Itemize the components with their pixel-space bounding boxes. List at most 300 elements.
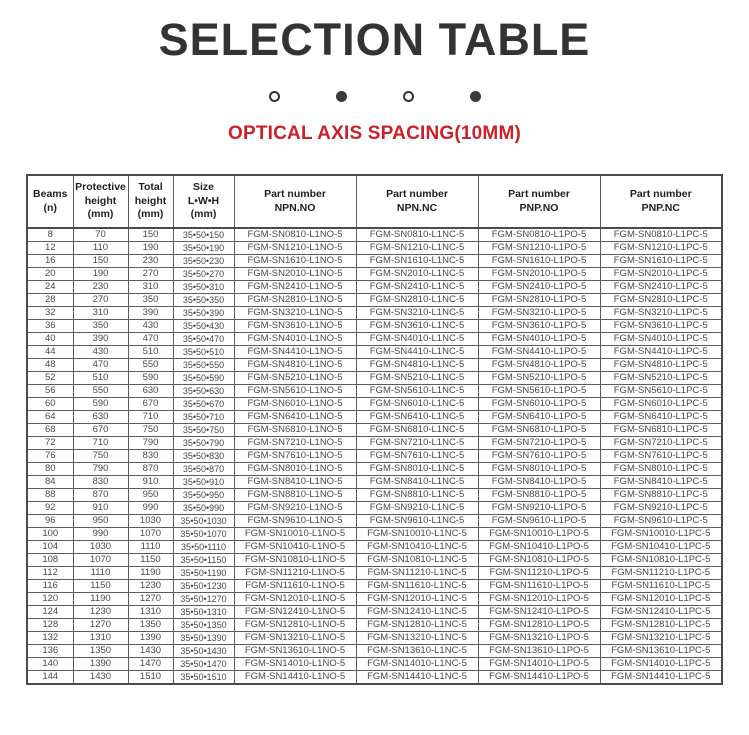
table-cell: 1110 xyxy=(128,541,173,554)
table-cell: FGM-SN3610-L1NC-5 xyxy=(356,320,478,333)
table-cell: 16 xyxy=(27,255,73,268)
table-cell: 990 xyxy=(128,502,173,515)
column-header-line: Part number xyxy=(508,187,570,200)
table-cell: 470 xyxy=(128,333,173,346)
table-cell: 950 xyxy=(128,489,173,502)
table-cell: 510 xyxy=(128,346,173,359)
table-cell: FGM-SN9610-L1PO-5 xyxy=(478,515,600,528)
table-cell: 35•50•590 xyxy=(173,372,234,385)
table-cell: FGM-SN0810-L1NO-5 xyxy=(234,228,356,242)
table-row xyxy=(27,528,722,541)
table-cell: 1310 xyxy=(73,632,128,645)
table-cell: 1230 xyxy=(128,580,173,593)
table-cell: 35•50•950 xyxy=(173,489,234,502)
table-cell: 35•50•750 xyxy=(173,424,234,437)
table-cell: FGM-SN12010-L1NC-5 xyxy=(356,593,478,606)
table-cell: FGM-SN7210-L1PC-5 xyxy=(600,437,722,450)
table-cell: 88 xyxy=(27,489,73,502)
table-cell: 790 xyxy=(73,463,128,476)
table-cell: FGM-SN10010-L1NC-5 xyxy=(356,528,478,541)
table-cell: FGM-SN3210-L1PC-5 xyxy=(600,307,722,320)
selection-table xyxy=(26,174,723,685)
table-row xyxy=(27,606,722,619)
table-row xyxy=(27,255,722,268)
table-cell: FGM-SN9210-L1PO-5 xyxy=(478,502,600,515)
table-cell: FGM-SN10810-L1NC-5 xyxy=(356,554,478,567)
table-cell: FGM-SN2810-L1PC-5 xyxy=(600,294,722,307)
table-cell: FGM-SN9210-L1NC-5 xyxy=(356,502,478,515)
table-row xyxy=(27,346,722,359)
table-cell: FGM-SN12410-L1PO-5 xyxy=(478,606,600,619)
table-cell: FGM-SN6810-L1NC-5 xyxy=(356,424,478,437)
table-cell: FGM-SN2410-L1NO-5 xyxy=(234,281,356,294)
table-cell: FGM-SN5210-L1PC-5 xyxy=(600,372,722,385)
table-cell: 150 xyxy=(73,255,128,268)
table-row xyxy=(27,671,722,685)
table-cell: 230 xyxy=(128,255,173,268)
table-cell: FGM-SN2010-L1NC-5 xyxy=(356,268,478,281)
table-cell: 270 xyxy=(128,268,173,281)
table-cell: 35•50•1310 xyxy=(173,606,234,619)
table-cell: 56 xyxy=(27,385,73,398)
subtitle: OPTICAL AXIS SPACING(10MM) xyxy=(227,123,522,144)
table-cell: 40 xyxy=(27,333,73,346)
table-cell: 52 xyxy=(27,372,73,385)
column-header-line: PNP.NC xyxy=(641,201,680,214)
table-row xyxy=(27,658,722,671)
table-cell: FGM-SN6410-L1PC-5 xyxy=(600,411,722,424)
column-header-line: NPN.NO xyxy=(274,201,316,214)
table-cell: FGM-SN14410-L1PO-5 xyxy=(478,671,600,685)
table-cell: FGM-SN1610-L1NO-5 xyxy=(234,255,356,268)
table-cell: FGM-SN11210-L1NC-5 xyxy=(356,567,478,580)
table-cell: 390 xyxy=(73,333,128,346)
table-cell: 35•50•150 xyxy=(173,228,234,242)
table-row xyxy=(27,307,722,320)
table-cell: FGM-SN12010-L1NO-5 xyxy=(234,593,356,606)
table-cell: 35•50•390 xyxy=(173,307,234,320)
table-cell: 1230 xyxy=(73,606,128,619)
table-cell: 35•50•230 xyxy=(173,255,234,268)
column-header xyxy=(128,175,173,228)
table-cell: FGM-SN1210-L1PC-5 xyxy=(600,242,722,255)
column-header-line: Protective xyxy=(75,181,126,194)
table-cell: FGM-SN8410-L1PO-5 xyxy=(478,476,600,489)
table-cell: FGM-SN8810-L1PC-5 xyxy=(600,489,722,502)
table-cell: 1110 xyxy=(73,567,128,580)
table-cell: FGM-SN6010-L1PO-5 xyxy=(478,398,600,411)
table-row xyxy=(27,489,722,502)
table-cell: 710 xyxy=(128,411,173,424)
column-header-line: Beams xyxy=(33,187,68,200)
table-cell: 132 xyxy=(27,632,73,645)
column-header xyxy=(73,175,128,228)
table-cell: 870 xyxy=(128,463,173,476)
table-cell: 35•50•1350 xyxy=(173,619,234,632)
table-cell: FGM-SN2410-L1PO-5 xyxy=(478,281,600,294)
table-cell: FGM-SN5610-L1PC-5 xyxy=(600,385,722,398)
table-row xyxy=(27,372,722,385)
table-cell: 1390 xyxy=(128,632,173,645)
table-cell: FGM-SN9610-L1PC-5 xyxy=(600,515,722,528)
table-cell: 35•50•790 xyxy=(173,437,234,450)
column-header-line: height xyxy=(134,194,167,207)
table-cell: FGM-SN6010-L1PC-5 xyxy=(600,398,722,411)
table-cell: FGM-SN10810-L1PO-5 xyxy=(478,554,600,567)
table-cell: FGM-SN5610-L1PO-5 xyxy=(478,385,600,398)
table-cell: 35•50•550 xyxy=(173,359,234,372)
table-cell: FGM-SN12010-L1PO-5 xyxy=(478,593,600,606)
table-cell: FGM-SN2810-L1NC-5 xyxy=(356,294,478,307)
table-cell: FGM-SN14010-L1NC-5 xyxy=(356,658,478,671)
table-row xyxy=(27,359,722,372)
table-cell: 92 xyxy=(27,502,73,515)
table-cell: 136 xyxy=(27,645,73,658)
table-cell: 1310 xyxy=(128,606,173,619)
table-cell: 630 xyxy=(128,385,173,398)
table-cell: 1150 xyxy=(73,580,128,593)
table-cell: FGM-SN9210-L1PC-5 xyxy=(600,502,722,515)
table-cell: 35•50•670 xyxy=(173,398,234,411)
table-cell: 108 xyxy=(27,554,73,567)
table-cell: FGM-SN4810-L1PC-5 xyxy=(600,359,722,372)
table-cell: FGM-SN5210-L1NC-5 xyxy=(356,372,478,385)
table-cell: FGM-SN2010-L1PC-5 xyxy=(600,268,722,281)
table-cell: 830 xyxy=(128,450,173,463)
table-cell: FGM-SN13610-L1PO-5 xyxy=(478,645,600,658)
table-cell: FGM-SN6810-L1PC-5 xyxy=(600,424,722,437)
dot-filled-icon xyxy=(336,91,347,102)
table-cell: 80 xyxy=(27,463,73,476)
column-header xyxy=(173,175,234,228)
table-cell: 120 xyxy=(27,593,73,606)
page-title: SELECTION TABLE xyxy=(158,14,591,65)
table-cell: FGM-SN6410-L1PO-5 xyxy=(478,411,600,424)
table-cell: FGM-SN4410-L1NO-5 xyxy=(234,346,356,359)
table-cell: 140 xyxy=(27,658,73,671)
table-cell: FGM-SN11210-L1NO-5 xyxy=(234,567,356,580)
table-cell: FGM-SN8410-L1PC-5 xyxy=(600,476,722,489)
table-cell: FGM-SN4810-L1NO-5 xyxy=(234,359,356,372)
table-cell: FGM-SN14410-L1PC-5 xyxy=(600,671,722,685)
table-cell: 550 xyxy=(73,385,128,398)
table-cell: FGM-SN1210-L1NO-5 xyxy=(234,242,356,255)
table-cell: 35•50•1270 xyxy=(173,593,234,606)
table-cell: FGM-SN14010-L1PC-5 xyxy=(600,658,722,671)
table-cell: FGM-SN10010-L1PC-5 xyxy=(600,528,722,541)
table-row xyxy=(27,541,722,554)
table-cell: FGM-SN10010-L1PO-5 xyxy=(478,528,600,541)
table-cell: 60 xyxy=(27,398,73,411)
table-cell: 35•50•1230 xyxy=(173,580,234,593)
table-cell: 430 xyxy=(73,346,128,359)
table-cell: 1030 xyxy=(73,541,128,554)
table-cell: FGM-SN2810-L1NO-5 xyxy=(234,294,356,307)
dot-open-icon xyxy=(269,91,280,102)
table-cell: 1150 xyxy=(128,554,173,567)
table-cell: FGM-SN13210-L1NO-5 xyxy=(234,632,356,645)
table-cell: FGM-SN14410-L1NC-5 xyxy=(356,671,478,685)
table-row xyxy=(27,502,722,515)
table-cell: 310 xyxy=(73,307,128,320)
column-header-line: Part number xyxy=(386,187,448,200)
table-cell: FGM-SN13610-L1NC-5 xyxy=(356,645,478,658)
table-cell: 350 xyxy=(73,320,128,333)
table-cell: FGM-SN12410-L1NC-5 xyxy=(356,606,478,619)
table-cell: 870 xyxy=(73,489,128,502)
table-cell: FGM-SN8010-L1NO-5 xyxy=(234,463,356,476)
table-cell: FGM-SN11610-L1NO-5 xyxy=(234,580,356,593)
table-cell: FGM-SN2410-L1NC-5 xyxy=(356,281,478,294)
table-cell: FGM-SN1610-L1PC-5 xyxy=(600,255,722,268)
table-cell: FGM-SN4410-L1PC-5 xyxy=(600,346,722,359)
table-cell: 430 xyxy=(128,320,173,333)
table-cell: 35•50•190 xyxy=(173,242,234,255)
table-cell: FGM-SN13210-L1PO-5 xyxy=(478,632,600,645)
table-cell: 35•50•310 xyxy=(173,281,234,294)
table-cell: FGM-SN11610-L1PC-5 xyxy=(600,580,722,593)
column-header xyxy=(234,175,356,228)
table-cell: FGM-SN10010-L1NO-5 xyxy=(234,528,356,541)
table-row xyxy=(27,281,722,294)
table-row xyxy=(27,294,722,307)
table-cell: 35•50•1470 xyxy=(173,658,234,671)
table-cell: 35•50•1510 xyxy=(173,671,234,685)
table-cell: 350 xyxy=(128,294,173,307)
table-cell: FGM-SN3210-L1NO-5 xyxy=(234,307,356,320)
column-header-line: Total xyxy=(138,181,163,194)
table-cell: FGM-SN14010-L1PO-5 xyxy=(478,658,600,671)
table-cell: 710 xyxy=(73,437,128,450)
column-header-line: L•W•H xyxy=(187,194,220,207)
table-cell: FGM-SN4410-L1PO-5 xyxy=(478,346,600,359)
table-cell: FGM-SN1610-L1PO-5 xyxy=(478,255,600,268)
table-cell: 116 xyxy=(27,580,73,593)
table-cell: FGM-SN11210-L1PO-5 xyxy=(478,567,600,580)
table-cell: 28 xyxy=(27,294,73,307)
table-cell: 1510 xyxy=(128,671,173,685)
table-cell: FGM-SN8810-L1NO-5 xyxy=(234,489,356,502)
table-cell: FGM-SN4810-L1NC-5 xyxy=(356,359,478,372)
table-cell: 310 xyxy=(128,281,173,294)
table-cell: FGM-SN4010-L1PC-5 xyxy=(600,333,722,346)
table-cell: FGM-SN2010-L1PO-5 xyxy=(478,268,600,281)
table-cell: FGM-SN1610-L1NC-5 xyxy=(356,255,478,268)
table-cell: 24 xyxy=(27,281,73,294)
table-cell: 510 xyxy=(73,372,128,385)
table-row xyxy=(27,411,722,424)
table-cell: 910 xyxy=(73,502,128,515)
table-cell: FGM-SN12410-L1PC-5 xyxy=(600,606,722,619)
table-row xyxy=(27,437,722,450)
column-header xyxy=(356,175,478,228)
table-row xyxy=(27,320,722,333)
table-row xyxy=(27,268,722,281)
table-row xyxy=(27,228,722,242)
table-cell: 124 xyxy=(27,606,73,619)
pagination-dots xyxy=(0,90,749,102)
table-cell: FGM-SN7610-L1PO-5 xyxy=(478,450,600,463)
table-cell: FGM-SN7210-L1NO-5 xyxy=(234,437,356,450)
table-cell: 990 xyxy=(73,528,128,541)
table-cell: 1070 xyxy=(73,554,128,567)
table-cell: 950 xyxy=(73,515,128,528)
table-cell: 35•50•1190 xyxy=(173,567,234,580)
table-cell: FGM-SN14010-L1NO-5 xyxy=(234,658,356,671)
table-cell: FGM-SN3610-L1PC-5 xyxy=(600,320,722,333)
table-row xyxy=(27,463,722,476)
table-cell: 470 xyxy=(73,359,128,372)
table-cell: FGM-SN1210-L1PO-5 xyxy=(478,242,600,255)
table-cell: FGM-SN7610-L1PC-5 xyxy=(600,450,722,463)
table-cell: 150 xyxy=(128,228,173,242)
table-row xyxy=(27,632,722,645)
table-cell: 35•50•430 xyxy=(173,320,234,333)
table-cell: 144 xyxy=(27,671,73,685)
table-cell: FGM-SN0810-L1NC-5 xyxy=(356,228,478,242)
column-header-line: (n) xyxy=(43,201,57,214)
table-cell: 630 xyxy=(73,411,128,424)
table-cell: 70 xyxy=(73,228,128,242)
table-row xyxy=(27,450,722,463)
table-cell: 35•50•270 xyxy=(173,268,234,281)
table-cell: FGM-SN7210-L1NC-5 xyxy=(356,437,478,450)
table-cell: FGM-SN4010-L1NC-5 xyxy=(356,333,478,346)
table-cell: 190 xyxy=(73,268,128,281)
table-cell: FGM-SN12810-L1NC-5 xyxy=(356,619,478,632)
table-cell: FGM-SN9210-L1NO-5 xyxy=(234,502,356,515)
table-cell: FGM-SN10410-L1NC-5 xyxy=(356,541,478,554)
table-cell: FGM-SN8410-L1NO-5 xyxy=(234,476,356,489)
table-cell: FGM-SN4410-L1NC-5 xyxy=(356,346,478,359)
table-cell: FGM-SN6410-L1NO-5 xyxy=(234,411,356,424)
table-cell: FGM-SN9610-L1NC-5 xyxy=(356,515,478,528)
table-cell: 790 xyxy=(128,437,173,450)
table-cell: 32 xyxy=(27,307,73,320)
table-cell: 35•50•870 xyxy=(173,463,234,476)
table-cell: 1390 xyxy=(73,658,128,671)
table-cell: 35•50•350 xyxy=(173,294,234,307)
table-cell: FGM-SN7610-L1NO-5 xyxy=(234,450,356,463)
page xyxy=(0,14,749,735)
table-cell: 590 xyxy=(128,372,173,385)
table-header-row xyxy=(27,175,722,228)
table-cell: 750 xyxy=(128,424,173,437)
table-cell: FGM-SN6810-L1NO-5 xyxy=(234,424,356,437)
table-cell: FGM-SN1210-L1NC-5 xyxy=(356,242,478,255)
table-cell: FGM-SN10410-L1PC-5 xyxy=(600,541,722,554)
column-header-line: (mm) xyxy=(87,208,114,221)
table-row xyxy=(27,398,722,411)
table-cell: 1430 xyxy=(73,671,128,685)
table-cell: 230 xyxy=(73,281,128,294)
table-cell: FGM-SN12010-L1PC-5 xyxy=(600,593,722,606)
table-cell: FGM-SN10810-L1PC-5 xyxy=(600,554,722,567)
table-cell: FGM-SN12810-L1PO-5 xyxy=(478,619,600,632)
table-cell: FGM-SN3610-L1NO-5 xyxy=(234,320,356,333)
table-cell: FGM-SN4010-L1PO-5 xyxy=(478,333,600,346)
table-cell: 750 xyxy=(73,450,128,463)
table-cell: 104 xyxy=(27,541,73,554)
table-cell: 12 xyxy=(27,242,73,255)
table-cell: FGM-SN5210-L1NO-5 xyxy=(234,372,356,385)
table-cell: FGM-SN13210-L1NC-5 xyxy=(356,632,478,645)
table-cell: FGM-SN13210-L1PC-5 xyxy=(600,632,722,645)
table-cell: FGM-SN8810-L1NC-5 xyxy=(356,489,478,502)
table-cell: FGM-SN5610-L1NO-5 xyxy=(234,385,356,398)
table-cell: FGM-SN3210-L1PO-5 xyxy=(478,307,600,320)
table-cell: FGM-SN0810-L1PO-5 xyxy=(478,228,600,242)
table-cell: FGM-SN2010-L1NO-5 xyxy=(234,268,356,281)
table-row xyxy=(27,593,722,606)
table-cell: 35•50•710 xyxy=(173,411,234,424)
column-header xyxy=(600,175,722,228)
table-cell: FGM-SN8810-L1PO-5 xyxy=(478,489,600,502)
table-cell: 35•50•470 xyxy=(173,333,234,346)
table-cell: FGM-SN4810-L1PO-5 xyxy=(478,359,600,372)
column-header-line: PNP.NO xyxy=(519,201,559,214)
table-cell: 100 xyxy=(27,528,73,541)
table-cell: 1350 xyxy=(128,619,173,632)
table-row xyxy=(27,515,722,528)
table-cell: FGM-SN8010-L1PC-5 xyxy=(600,463,722,476)
table-cell: FGM-SN7210-L1PO-5 xyxy=(478,437,600,450)
table-cell: 76 xyxy=(27,450,73,463)
table-cell: FGM-SN5610-L1NC-5 xyxy=(356,385,478,398)
table-cell: FGM-SN4010-L1NO-5 xyxy=(234,333,356,346)
table-cell: 670 xyxy=(128,398,173,411)
table-cell: 830 xyxy=(73,476,128,489)
table-cell: FGM-SN8010-L1NC-5 xyxy=(356,463,478,476)
table-cell: FGM-SN12410-L1NO-5 xyxy=(234,606,356,619)
table-cell: 1190 xyxy=(128,567,173,580)
table-cell: 110 xyxy=(73,242,128,255)
table-cell: 35•50•1070 xyxy=(173,528,234,541)
table-cell: 35•50•1390 xyxy=(173,632,234,645)
table-row xyxy=(27,242,722,255)
table-cell: FGM-SN13610-L1PC-5 xyxy=(600,645,722,658)
table-row xyxy=(27,619,722,632)
table-cell: 112 xyxy=(27,567,73,580)
table-row xyxy=(27,645,722,658)
table-row xyxy=(27,580,722,593)
table-row xyxy=(27,476,722,489)
table-cell: 68 xyxy=(27,424,73,437)
table-cell: 590 xyxy=(73,398,128,411)
table-cell: 1070 xyxy=(128,528,173,541)
table-row xyxy=(27,424,722,437)
table-cell: FGM-SN14410-L1NO-5 xyxy=(234,671,356,685)
table-row xyxy=(27,333,722,346)
table-cell: FGM-SN11610-L1NC-5 xyxy=(356,580,478,593)
table-cell: 1270 xyxy=(73,619,128,632)
table-cell: 1190 xyxy=(73,593,128,606)
table-cell: 8 xyxy=(27,228,73,242)
table-cell: FGM-SN6010-L1NO-5 xyxy=(234,398,356,411)
table-cell: FGM-SN10410-L1PO-5 xyxy=(478,541,600,554)
table-cell: 35•50•1150 xyxy=(173,554,234,567)
table-cell: 1270 xyxy=(128,593,173,606)
table-cell: 670 xyxy=(73,424,128,437)
column-header xyxy=(478,175,600,228)
table-cell: 48 xyxy=(27,359,73,372)
table-cell: FGM-SN10810-L1NO-5 xyxy=(234,554,356,567)
table-cell: 35•50•1110 xyxy=(173,541,234,554)
column-header-line: Part number xyxy=(264,187,326,200)
table-cell: FGM-SN12810-L1NO-5 xyxy=(234,619,356,632)
table-cell: 1470 xyxy=(128,658,173,671)
table-cell: FGM-SN7610-L1NC-5 xyxy=(356,450,478,463)
